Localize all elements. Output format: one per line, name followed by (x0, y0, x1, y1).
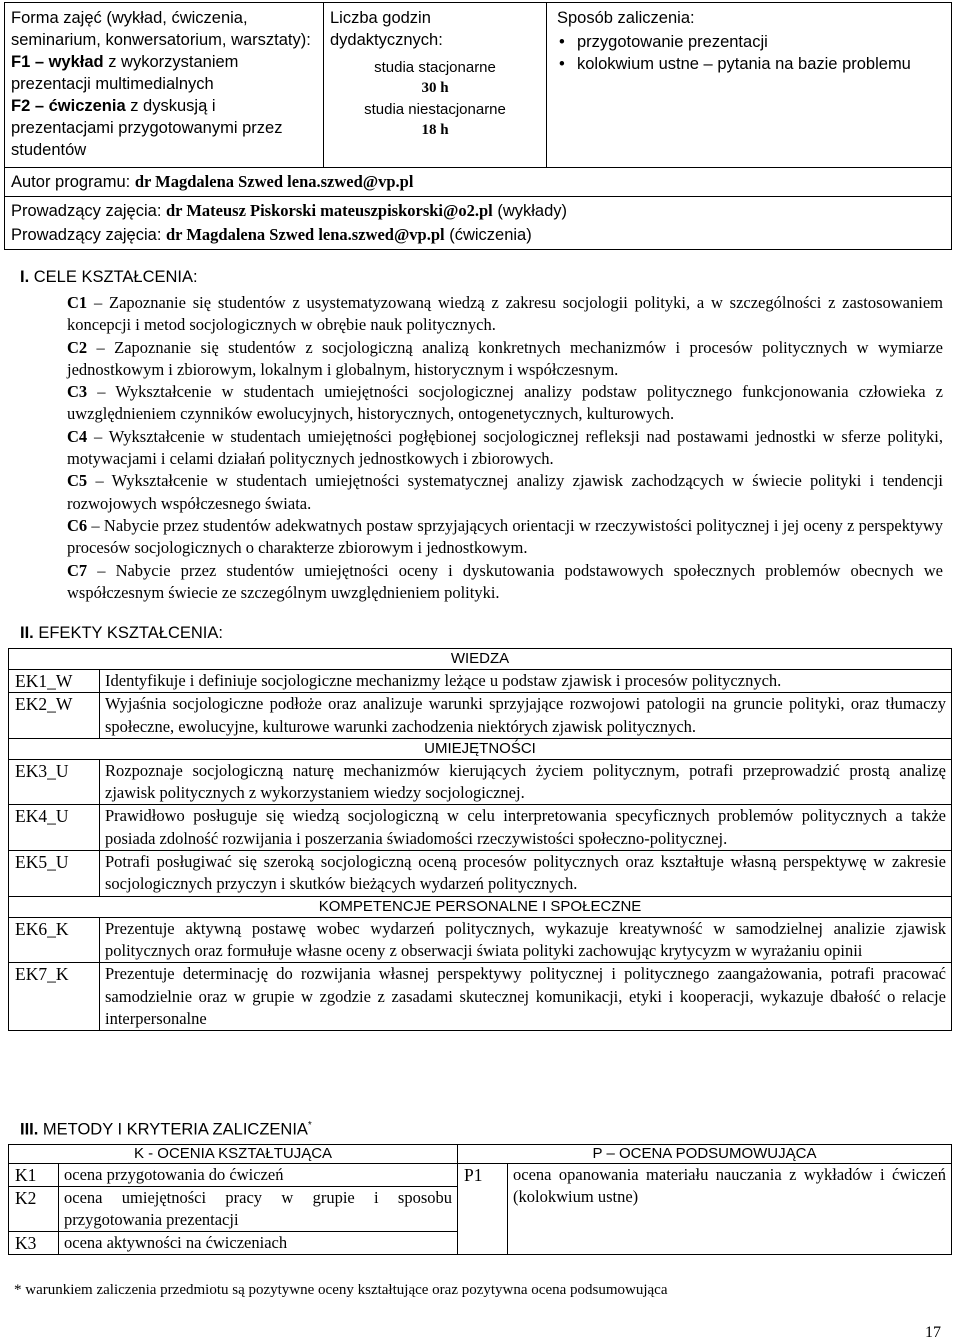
goal-item: C5 – Wykształcenie w studentach umiejętności systematycznej analizy zjawisk zachodzących w świecie polityki i tendencji rozwojowych współczesnego świata. (67, 471, 943, 513)
goal-item: C6 – Nabycie przez studentów adekwatnych postaw sprzyjających orientacji w rzeczywistości politycznej i jej oceny z perspektywy procesów socjologicznych o charakterze zbiorowym i jednostkowym. (67, 515, 943, 558)
author-value: dr Magdalena Szwed lena.szwed@vp.pl (134, 172, 414, 191)
lecturer-note: (ćwiczenia) (444, 226, 532, 244)
author-row (5, 168, 952, 197)
table-row (9, 851, 952, 897)
form-of-classes-cell (5, 3, 324, 168)
author-label: Autor programu: (11, 173, 131, 191)
lecturer-note: (wykłady) (492, 202, 568, 220)
outcome-text: Rozpoznaje socjologiczną naturę mechanizmów kierujących życiem politycznym, potrafi przeprowadzić prostą analizę zjawisk politycznych z wykorzystaniem wiedzy socjologicznej. (100, 759, 952, 805)
assessment-list (557, 31, 951, 75)
method-text: ocena aktywności na ćwiczeniach (59, 1232, 458, 1255)
part-time-label: studia niestacjonarne (364, 101, 506, 118)
group-heading: KOMPETENCJE PERSONALNE I SPOŁECZNE (9, 896, 952, 917)
table-row (9, 670, 952, 693)
assessment-cell (547, 3, 952, 168)
method-text: ocena przygotowania do ćwiczeń (59, 1164, 458, 1187)
footnote-marker: * (307, 1120, 312, 1131)
outcome-code: EK3_U (9, 759, 100, 805)
table-row (9, 693, 952, 739)
outcome-code: EK5_U (9, 851, 100, 897)
outcome-code: EK1_W (9, 670, 100, 693)
formative-heading: K - OCENIA KSZTAŁTUJĄCA (9, 1145, 458, 1164)
goal-item: C3 – Wykształcenie w studentach umiejętności socjologicznej analizy podstaw politycznego funkcjonowania człowieka z uwzględnieniem czynników ewolucyjnych, historycznych, ontogenetycznych, kulturowych. (67, 382, 943, 424)
table-row (9, 759, 952, 805)
table-row (9, 1164, 952, 1187)
goal-item: C2 – Zapoznanie się studentów z socjologiczną analizą konkretnych mechanizmów i procesów politycznych w wymiarze jednostkowym i zbiorowym, lokalnym i globalnym, historycznym i współczesnym. (67, 337, 943, 379)
hours-values (324, 57, 546, 141)
course-header-table (4, 2, 952, 250)
lecturer-value: dr Mateusz Piskorski mateuszpiskorski@o2.pl (166, 201, 493, 220)
hours-cell (324, 3, 547, 168)
lecturer-label: Prowadzący zajęcia: (11, 226, 162, 244)
outcome-code: EK2_W (9, 693, 100, 739)
lecturer-label: Prowadzący zajęcia: (11, 202, 162, 220)
outcome-text: Wyjaśnia socjologiczne podłoże oraz analizuje warunki sprzyjające rozwojowi patologii na gruncie polityki, oraz tłumaczy społeczne, ewolucyjne, kulturowe warunki zachodzenia niektórych zjawisk politycznych. (100, 693, 952, 739)
empty-cell (508, 1232, 952, 1255)
outcome-text: Identyfikuje i definiuje socjologiczne mechanizmy leżące u podstaw zjawisk i procesów politycznych. (100, 670, 952, 693)
form-line: Forma zajęć (wykład, ćwiczenia, (11, 9, 248, 27)
lecturer-row (5, 197, 952, 250)
assessment-item: • przygotowanie prezentacji (577, 31, 951, 53)
method-text: ocena umiejętności pracy w grupie i sposobu przygotowania prezentacji (59, 1187, 458, 1232)
outcome-code: EK6_K (9, 917, 100, 963)
outcome-code: EK4_U (9, 805, 100, 851)
method-code: P1 (458, 1164, 508, 1232)
method-code: K2 (9, 1187, 59, 1232)
outcome-text: Potrafi posługiwać się szeroką socjologiczną oceną procesów politycznych oraz kształtuje własną perspektywę w zakresie socjologicznych przyczyn i skutków bieżących wydarzeń politycznych. (100, 851, 952, 897)
form-line: F1 – wykład z wykorzystaniem (11, 53, 239, 71)
learning-outcomes-table (8, 648, 952, 1031)
goals-list (67, 292, 943, 604)
method-code: K1 (9, 1164, 59, 1187)
form-line: prezentacji multimedialnych (11, 75, 214, 93)
footnote: * warunkiem zaliczenia przedmiotu są pozytywne oceny kształtujące oraz pozytywna ocena podsumowująca (14, 1282, 668, 1298)
lecturer-value: dr Magdalena Szwed lena.szwed@vp.pl (166, 225, 445, 244)
table-row (9, 805, 952, 851)
table-row (9, 963, 952, 1031)
assessment-item: • kolokwium ustne – pytania na bazie problemu (577, 53, 951, 75)
outcome-code: EK7_K (9, 963, 100, 1031)
goal-item: C1 – Zapoznanie się studentów z usystematyzowaną wiedzą z zakresu socjologii polityki, a w szczególności z zastosowaniem koncepcji i metod socjologicznych w obrębie nauk politycznych. (67, 293, 943, 335)
outcome-text: Prawidłowo posługuje się wiedzą socjologiczną w celu interpretowania specyficznych problemów politycznych a także posiada zdolność rozwijania i poszerzania świadomości rzeczywistości społeczno-politycznej. (100, 805, 952, 851)
page-number: 17 (925, 1324, 941, 1341)
method-code: K3 (9, 1232, 59, 1255)
empty-cell (458, 1232, 508, 1255)
group-heading: WIEDZA (9, 649, 952, 670)
goal-item: C7 – Nabycie przez studentów umiejętności oceny i dyskutowania podstawowych społecznych problemów obecnych we współczesnym świecie ze szczególnym uwzględnieniem polityki. (67, 560, 943, 602)
form-line: prezentacjami przygotowanymi przez (11, 119, 283, 137)
outcome-text: Prezentuje aktywną postawę wobec wydarzeń politycznych, wykazuje kreatywność w samodzielnej analizie zjawisk politycznych oraz formułuje własne oceny z obserwacji świata polityki zachowując krytycyzm w wyrażaniu opinii (100, 917, 952, 963)
form-line: seminarium, konwersatorium, warsztaty): (11, 31, 311, 49)
form-line: F2 – ćwiczenia z dyskusją i (11, 97, 216, 115)
section-methods-heading: III. METODY I KRYTERIA ZALICZENIA* (20, 1120, 312, 1139)
group-heading: UMIEJĘTNOŚCI (9, 738, 952, 759)
stationary-label: studia stacjonarne (374, 59, 496, 76)
hours-label: Liczba godzin dydaktycznych: (330, 9, 443, 49)
assessment-methods-table (8, 1144, 952, 1255)
section-effects-heading: II. EFEKTY KSZTAŁCENIA: (20, 624, 223, 642)
outcome-text: Prezentuje determinację do rozwijania własnej perspektywy politycznej i politycznego zaangażowania, potrafi pracować samodzielnie oraz w grupie w zgodzie z zasadami skutecznej komunikacji, etyki i kooperacji, wykazuje dbałość o relacje interpersonalne (100, 963, 952, 1031)
summative-heading: P – OCENA PODSUMOWUJĄCA (458, 1145, 952, 1164)
goal-item: C4 – Wykształcenie w studentach umiejętności pogłębionej socjologicznej refleksji nad postawami jednostki w sferze polityki, motywacjami i celami działań politycznych jednostkowych i zbiorowych. (67, 426, 943, 469)
stationary-hours: 30 h (421, 80, 449, 96)
part-time-hours: 18 h (421, 122, 449, 138)
assessment-label: Sposób zaliczenia: (557, 9, 695, 27)
form-line: studentów (11, 141, 87, 159)
table-row (9, 917, 952, 963)
method-text: ocena opanowania materiału nauczania z wykładów i ćwiczeń (kolokwium ustne) (508, 1164, 952, 1232)
section-goals-heading: I. CELE KSZTAŁCENIA: (20, 268, 198, 286)
table-row (9, 1232, 952, 1255)
